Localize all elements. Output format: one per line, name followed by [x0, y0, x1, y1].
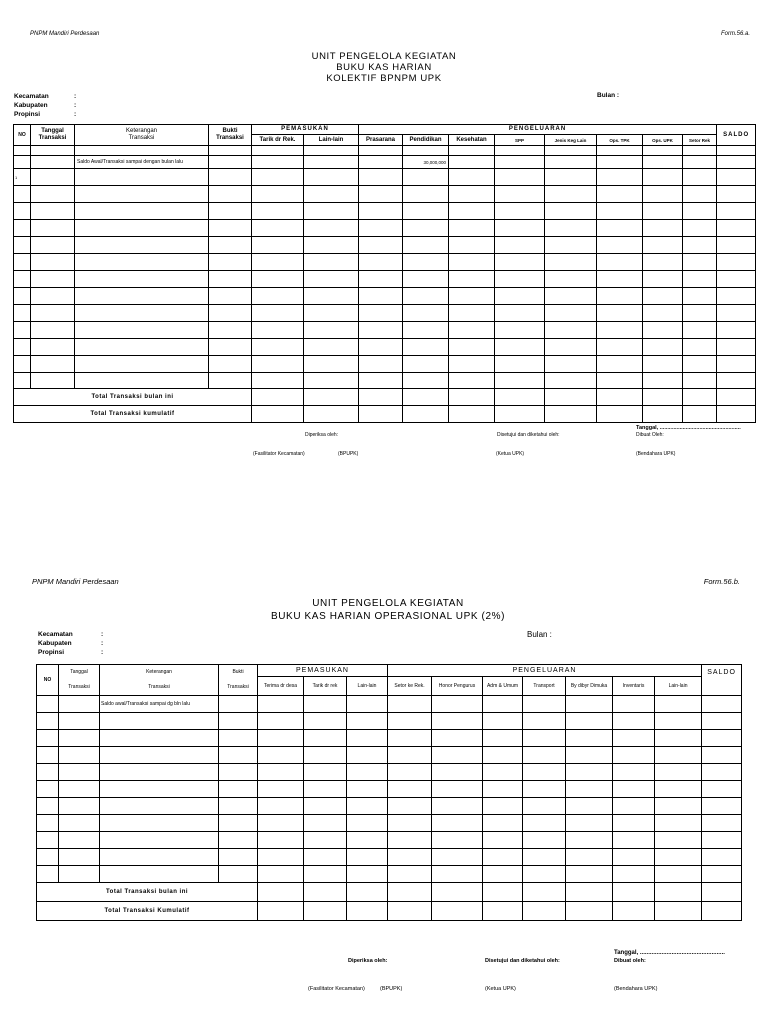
form-b-tanggal-line: Tanggal, ...................................................	[614, 950, 725, 956]
table-row	[37, 798, 742, 815]
form-a-total-bulan-label: Total Transaksi bulan ini	[14, 389, 252, 406]
table-row	[14, 322, 756, 339]
form-a-spacer-row	[14, 146, 756, 156]
form-b-col-keterangan	[100, 665, 219, 696]
form-a-col-ops-upk: Ops. UPK	[643, 135, 683, 146]
table-row	[37, 730, 742, 747]
form-b-col-tarik-rek: Tarik dr rek	[304, 676, 347, 695]
form-b-col-bukti-l1: Bukti	[232, 669, 244, 675]
form-a-col-keterangan	[75, 125, 209, 146]
form-a-col-lain-lain: Lain-lain	[304, 135, 359, 146]
form-b-col-keterangan-l1: Keterangan	[146, 669, 172, 675]
table-row	[14, 288, 756, 305]
form-b-kecamatan-colon: :	[101, 631, 104, 638]
form-b-col-adm-umum: Adm & Umum	[483, 676, 523, 695]
form-a-saldo-awal-prasarana: 30,000,000	[403, 156, 449, 169]
table-row	[14, 271, 756, 288]
form-a-title-line-1: UNIT PENGELOLA KEGIATAN	[311, 51, 457, 62]
form-b-col-keterangan-l2: Transaksi	[148, 684, 170, 690]
form-b-disetujui-label: Disetujui dan diketahui oleh:	[485, 958, 560, 964]
form-b-col-lain-lain-2: Lain-lain	[655, 676, 702, 695]
form-a-col-saldo: SALDO	[717, 125, 756, 146]
form-a-kecamatan-colon: :	[74, 93, 77, 100]
form-b-propinsi-label: Propinsi	[38, 649, 65, 656]
form-a-col-pendidikan: Pendidikan	[403, 135, 449, 146]
table-row	[14, 356, 756, 373]
form-b-col-honor: Honor Pengurus	[432, 676, 483, 695]
table-row	[14, 203, 756, 220]
form-b-title	[0, 597, 768, 623]
form-b-col-bukti-l2: Transaksi	[227, 684, 249, 690]
form-a-col-bukti	[209, 125, 252, 146]
form-a-table	[13, 124, 756, 423]
form-b-title-line-1: UNIT PENGELOLA KEGIATAN	[312, 598, 464, 609]
table-row	[14, 156, 756, 169]
form-b-col-bukti	[219, 665, 258, 696]
form-a-title-line-3: KOLEKTIF BPNPM UPK	[326, 73, 442, 84]
form-a-col-keterangan-l2: Transaksi	[128, 135, 155, 141]
table-row	[14, 169, 756, 186]
form-a-col-kesehatan: Kesehatan	[449, 135, 495, 146]
table-row	[14, 220, 756, 237]
form-b-header-left: PNPM Mandiri Perdesaan	[32, 577, 119, 586]
form-a-col-prasarana: Prasarana	[359, 135, 403, 146]
table-row	[14, 237, 756, 254]
table-row	[37, 747, 742, 764]
table-row	[37, 832, 742, 849]
form-b-col-tanggal-l1: Tanggal	[70, 669, 88, 675]
table-row	[37, 713, 742, 730]
form-b-sig-fasilitator: (Fasilitator Kecamatan)	[308, 986, 365, 992]
form-b-bulan-label: Bulan :	[527, 630, 552, 639]
table-row	[37, 696, 742, 713]
form-a-col-no: NO	[14, 125, 31, 146]
form-a-sig-ketua: (Ketua UPK)	[496, 451, 525, 457]
form-a-bulan-label: Bulan :	[597, 92, 620, 99]
form-a-sig-bendahara: (Bendahara UPK)	[636, 451, 676, 457]
form-b-col-inventaris: Inventaris	[613, 676, 655, 695]
form-a-col-spp: SPP	[495, 135, 545, 146]
form-a-header-right: Form.56.a.	[720, 31, 750, 37]
form-b-sig-bpupk: (BPUPK)	[380, 986, 403, 992]
table-row	[37, 781, 742, 798]
table-row	[14, 339, 756, 356]
form-b-col-setor-rek: Setor ke Rek.	[388, 676, 432, 695]
form-a-row-mark: 1	[14, 169, 31, 186]
form-b-header-right: Form.56.b.	[703, 577, 740, 586]
form-a-total-kumulatif-row	[14, 406, 756, 423]
form-b-diperiksa-label: Diperiksa oleh:	[348, 958, 388, 964]
form-b-saldo-awal-text: Saldo awal/Transaksi sampai dg bln lalu	[100, 696, 219, 713]
form-a-col-bukti-l1: Bukti	[222, 128, 238, 134]
table-row	[37, 866, 742, 883]
form-a-total-kumulatif-label: Total Transaksi kumulatif	[14, 406, 252, 423]
form-a-col-ops-tpk: Ops. TPK	[597, 135, 643, 146]
form-a-diperiksa-label: Diperiksa oleh:	[305, 432, 339, 438]
form-a-col-tanggal-l2: Transaksi	[38, 135, 67, 141]
form-a-disetujui-label: Disetujui dan diketahui oleh:	[497, 432, 560, 438]
form-b-table	[36, 664, 742, 921]
form-b-sig-ketua: (Ketua UPK)	[485, 986, 516, 992]
form-b-col-pemasukan: PEMASUKAN	[258, 665, 388, 677]
form-a-col-pemasukan: PEMASUKAN	[252, 125, 359, 135]
form-a-title-line-2: BUKU KAS HARIAN	[336, 62, 432, 73]
form-a-total-bulan-row	[14, 389, 756, 406]
form-a-kecamatan-label: Kecamatan	[14, 93, 49, 100]
form-b-title-line-2: BUKU KAS HARIAN OPERASIONAL UPK (2%)	[270, 611, 506, 622]
form-b-col-tanggal-l2: Transaksi	[68, 684, 90, 690]
form-b-col-terima-desa: Terima dr desa	[258, 676, 304, 695]
form-b-total-bulan-row	[37, 883, 742, 902]
form-b-col-by-dibyr: By dibyr Dimuka	[566, 676, 613, 695]
form-b-dibuat-label: Dibuat oleh:	[614, 958, 646, 964]
form-b-col-lain-lain: Lain-lain	[347, 676, 388, 695]
table-row	[14, 186, 756, 203]
form-b-total-kumulatif-row	[37, 902, 742, 921]
form-b-sig-bendahara: (Bendahara UPK)	[614, 986, 658, 992]
form-a-dibuat-label: Dibuat Oleh:	[636, 432, 664, 438]
table-row	[14, 254, 756, 271]
table-row	[37, 849, 742, 866]
form-a-col-tarik-rek: Tarik dr Rek.	[252, 135, 304, 146]
form-b-kabupaten-colon: :	[101, 640, 104, 647]
form-b-total-bulan-label: Total Transaksi bulan ini	[37, 883, 258, 902]
form-a-col-bukti-l2: Transaksi	[216, 135, 244, 141]
table-row	[37, 815, 742, 832]
form-b-col-tanggal	[59, 665, 100, 696]
form-a-col-tanggal	[31, 125, 75, 146]
form-b-total-kumulatif-label: Total Transaksi Kumulatif	[37, 902, 258, 921]
table-row	[14, 305, 756, 322]
form-a-kabupaten-colon: :	[74, 102, 77, 109]
form-a-sig-fasilitator: (Fasilitator Kecamatan)	[253, 451, 305, 457]
form-a-sig-bpupk: (BPUPK)	[338, 451, 359, 457]
form-b-col-transport: Transport	[523, 676, 566, 695]
form-a-propinsi-colon: :	[74, 111, 77, 118]
form-a-tanggal-line: Tanggal, .....................................................	[636, 425, 741, 431]
form-b-propinsi-colon: :	[101, 649, 104, 656]
form-b-kecamatan-label: Kecamatan	[38, 631, 73, 638]
form-b-col-saldo: SALDO	[702, 665, 742, 696]
form-a-saldo-awal-text: Saldo Awal/Transaksi sampai dengan bulan lalu	[75, 156, 209, 169]
form-b-kabupaten-label: Kabupaten	[38, 640, 72, 647]
form-a-col-keterangan-l1: Keterangan	[125, 128, 158, 134]
form-a-header-left: PNPM Mandiri Perdesaan	[30, 31, 100, 37]
form-a-col-tanggal-l1: Tanggal	[41, 128, 64, 134]
form-a-col-jenis-keg-lain: Jenis Keg Lain	[545, 135, 597, 146]
form-a-kabupaten-label: Kabupaten	[14, 102, 48, 109]
form-b-col-pengeluaran: PENGELUARAN	[388, 665, 702, 677]
form-a-col-setor-rek: Setor Rek	[683, 135, 717, 146]
table-row	[37, 764, 742, 781]
form-b-col-no: NO	[37, 665, 59, 696]
form-a-propinsi-label: Propinsi	[14, 111, 41, 118]
form-a-col-pengeluaran: PENGELUARAN	[359, 125, 717, 135]
form-a-title	[0, 51, 768, 84]
table-row	[14, 373, 756, 389]
